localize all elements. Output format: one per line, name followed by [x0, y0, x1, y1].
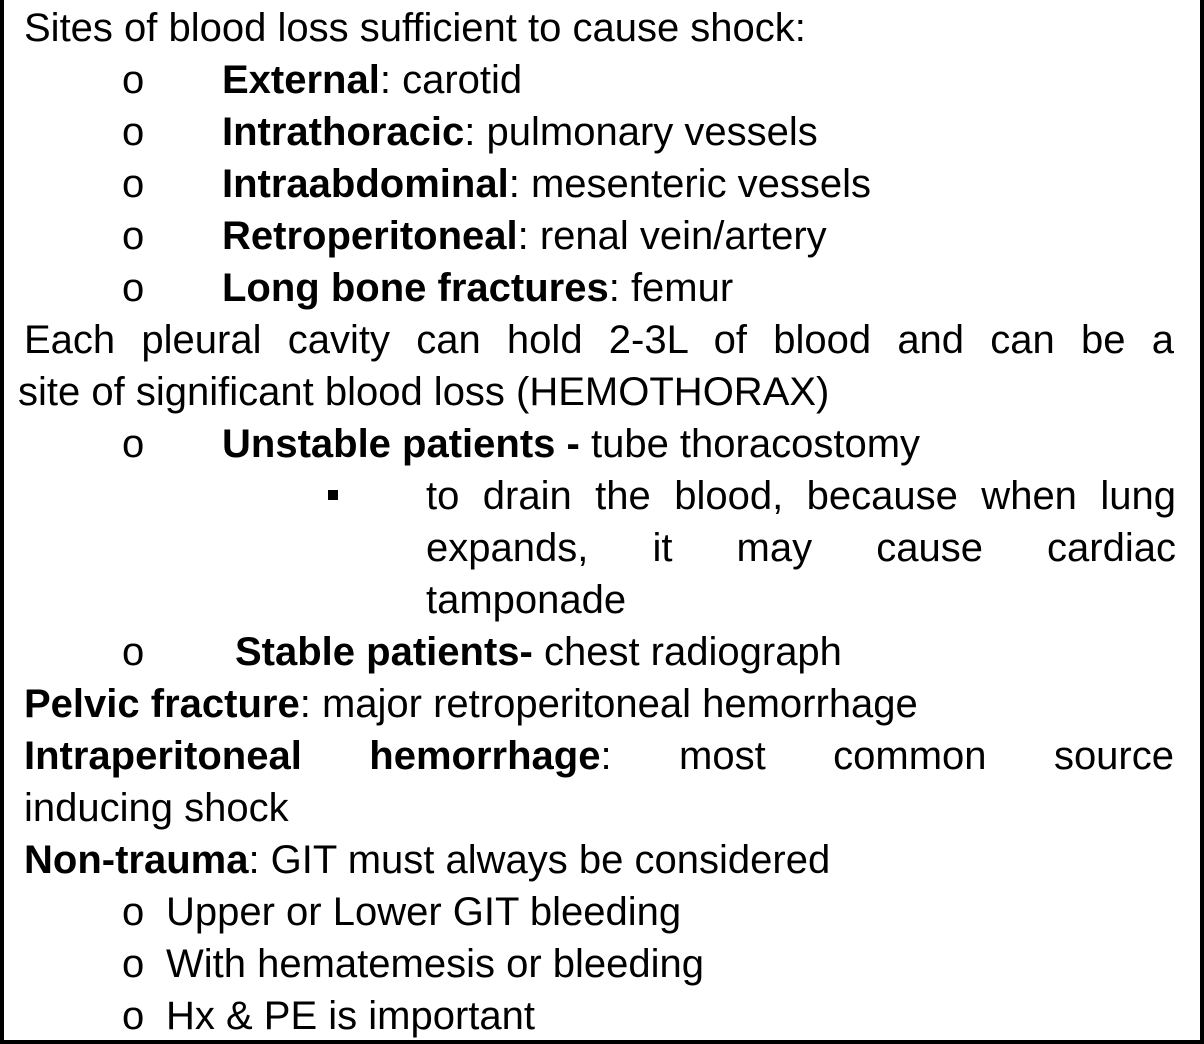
bullet-marker: o [122, 162, 145, 206]
pelvic-fracture-line [24, 678, 918, 730]
pleural-text-line2: site of significant blood loss (HEMOTHORAX) [18, 370, 830, 414]
non-trauma-line [24, 834, 830, 886]
site-item-retroperitoneal [222, 210, 827, 262]
site-desc: mesenteric vessels [530, 162, 872, 206]
site-sep: : [508, 162, 531, 206]
site-desc: femur [630, 266, 734, 310]
intraperitoneal-line2: inducing shock [24, 786, 289, 830]
stable-desc: chest radiograph [532, 630, 842, 674]
site-item-long-bone [222, 262, 733, 314]
unstable-desc: tube thoracostomy [579, 422, 921, 466]
site-term: Intrathoracic [222, 110, 465, 154]
site-item-external [222, 54, 522, 106]
bullet-marker: o [122, 266, 145, 310]
site-term: Retroperitoneal [222, 214, 518, 258]
site-desc: renal vein/artery [539, 214, 827, 258]
non-trauma-item: Hx & PE is important [166, 994, 536, 1038]
bullet-marker: o [122, 58, 145, 102]
site-term: Intraabdominal [222, 162, 509, 206]
unstable-term: Unstable patients - [222, 422, 580, 466]
bullet-marker: o [122, 214, 145, 258]
bullet-marker: o [122, 942, 145, 986]
site-item-intraabdominal [222, 158, 871, 210]
bullet-marker: o [122, 890, 145, 934]
site-sep: : [608, 266, 631, 310]
pleural-text-line1: Each pleural cavity can hold 2-3L of blood and can be a [24, 318, 1174, 362]
unstable-sub-line2: expands, it may cause cardiac [426, 526, 1176, 570]
unstable-patients-item [222, 418, 920, 470]
intraperitoneal-desc: : most common source [600, 734, 1174, 778]
site-sep: : [464, 110, 487, 154]
bullet-marker: o [122, 110, 145, 154]
unstable-sub-line1: to drain the blood, because when lung [426, 474, 1176, 518]
non-trauma-item: With hematemesis or bleeding [166, 942, 705, 986]
pelvic-term: Pelvic fracture [24, 682, 300, 726]
bullet-marker: o [122, 422, 145, 466]
site-item-intrathoracic [222, 106, 818, 158]
pelvic-desc: major retroperitoneal hemorrhage [321, 682, 918, 726]
non-trauma-desc: : GIT must always be considered [248, 838, 831, 882]
intraperitoneal-line1 [24, 730, 1174, 782]
site-term: Long bone fractures [222, 266, 609, 310]
site-sep: : [379, 58, 403, 102]
stable-patients-item [235, 626, 842, 678]
site-term: External [222, 58, 380, 102]
site-desc: pulmonary vessels [486, 110, 818, 154]
intro-text: Sites of blood loss sufficient to cause shock: [24, 6, 806, 50]
square-bullet-icon [328, 490, 338, 500]
unstable-sub-line3: tamponade [426, 578, 627, 622]
intraperitoneal-term: Intraperitoneal hemorrhage [24, 734, 601, 778]
stable-term: Stable patients- [235, 630, 533, 674]
pelvic-sep: : [299, 682, 322, 726]
non-trauma-term: Non-trauma [24, 838, 249, 882]
bullet-marker: o [122, 630, 145, 674]
bullet-marker: o [122, 994, 145, 1038]
non-trauma-item: Upper or Lower GIT bleeding [166, 890, 682, 934]
site-sep: : [517, 214, 540, 258]
site-desc: carotid [402, 58, 523, 102]
